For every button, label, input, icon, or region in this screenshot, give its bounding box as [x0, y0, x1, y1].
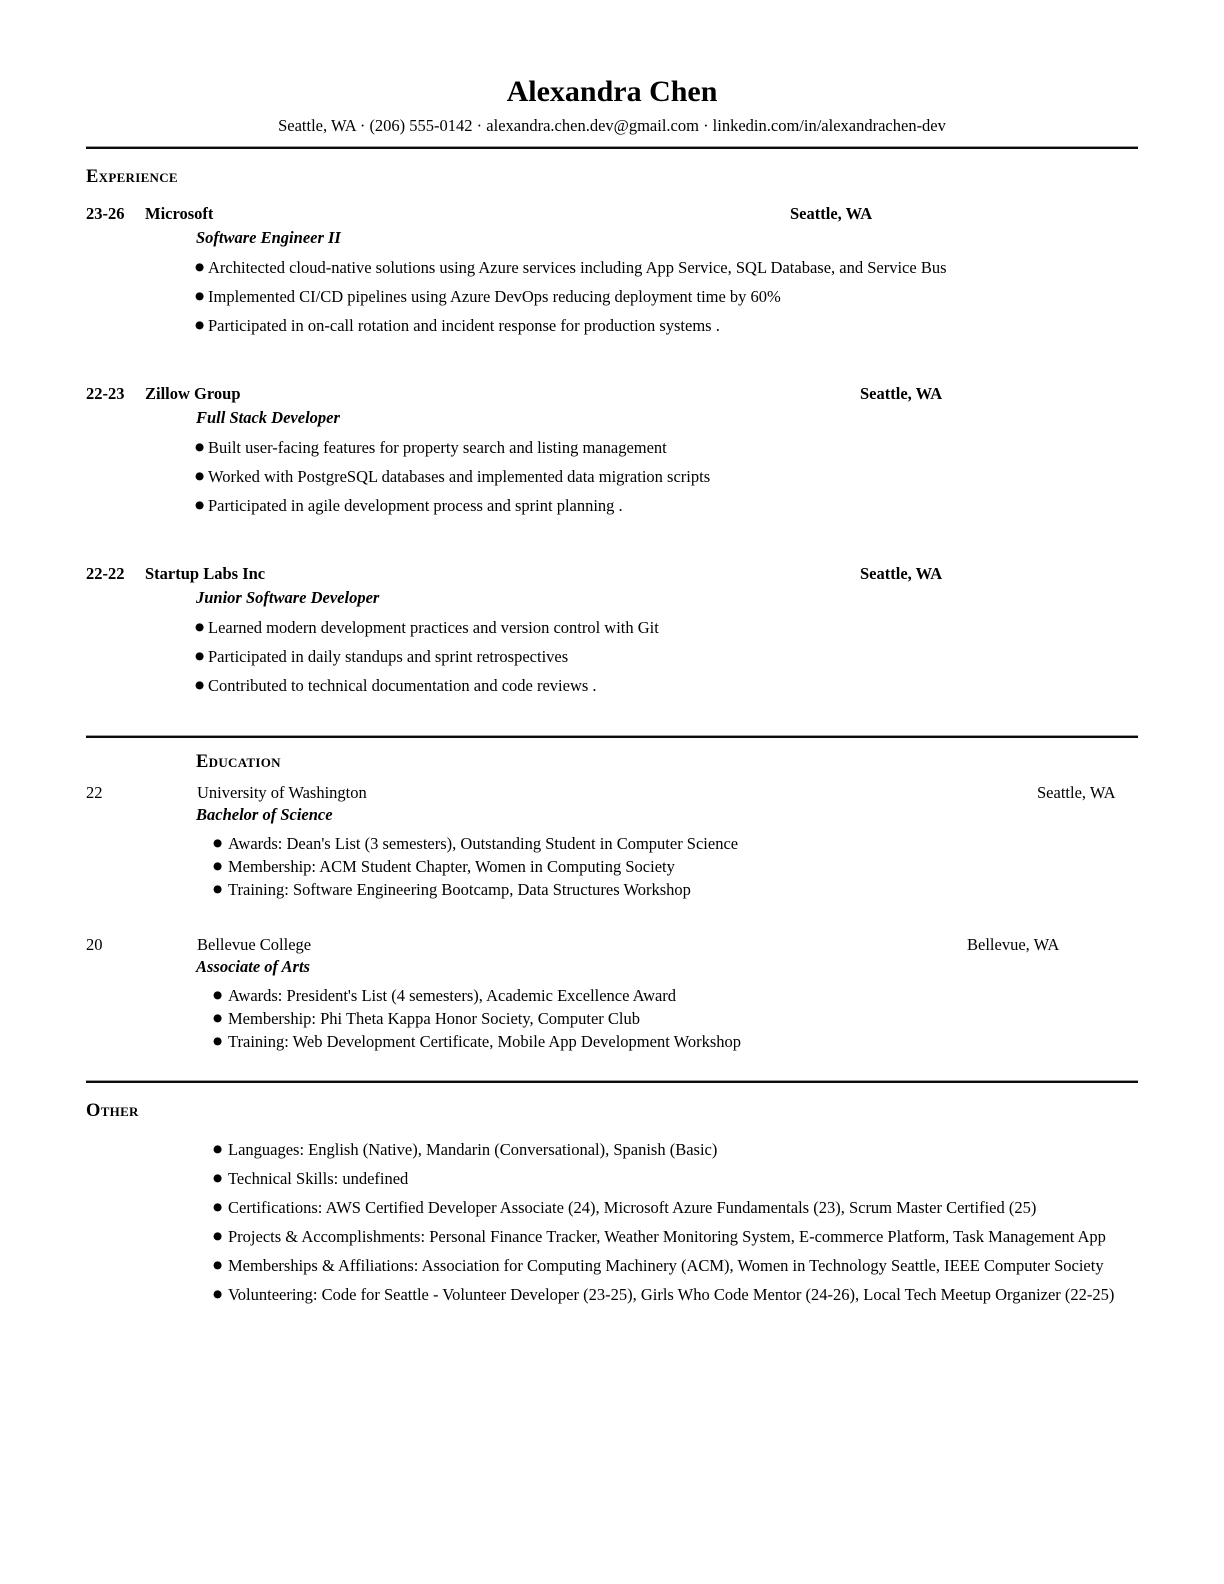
experience-entry-startup-labs	[86, 563, 1138, 700]
bullet-item: ● Volunteering: Code for Seattle - Volunteer Developer (23-25), Girls Who Code Mentor (24-26), Local Tech Meetup Organizer (22-25)	[86, 1281, 1138, 1308]
entry-head	[86, 383, 1138, 405]
entry-job-title: Software Engineer II	[196, 228, 341, 247]
education-divider	[86, 735, 1138, 738]
bullet-item: ● Memberships & Affiliations: Association for Computing Machinery (ACM), Women in Technology Seattle, IEEE Computer Society	[86, 1252, 1138, 1279]
entry-job-title: Junior Software Developer	[196, 588, 380, 607]
bullet-item: ● Certifications: AWS Certified Developer Associate (24), Microsoft Azure Fundamentals (23), Scrum Master Certified (25)	[86, 1194, 1138, 1221]
bullet-item: ● Membership: ACM Student Chapter, Women in Computing Society	[86, 855, 1138, 878]
experience-heading: Experience	[86, 167, 178, 187]
bullet-item: ● Training: Software Engineering Bootcamp, Data Structures Workshop	[86, 878, 1138, 901]
other-divider	[86, 1080, 1138, 1083]
education-entry-bellevue	[86, 934, 1138, 1053]
entry-job-title: Full Stack Developer	[196, 408, 340, 427]
entry-company: Zillow Group	[145, 384, 241, 403]
entry-head	[86, 934, 1138, 956]
bullet-item: ● Technical Skills: undefined	[86, 1165, 1138, 1192]
education-entry-uw	[86, 782, 1138, 901]
header-divider	[86, 146, 1138, 149]
bullet-item: ● Worked with PostgreSQL databases and implemented data migration scripts	[86, 462, 1138, 491]
entry-location: Seattle, WA	[1037, 783, 1116, 802]
bullet-item: ● Participated in on-call rotation and incident response for production systems .	[86, 311, 1138, 340]
bullet-item: ● Learned modern development practices and version control with Git	[86, 613, 1138, 642]
entry-location: Seattle, WA	[790, 204, 873, 223]
entry-bullet-list	[86, 613, 1138, 700]
bullet-item: ● Training: Web Development Certificate, Mobile App Development Workshop	[86, 1030, 1138, 1053]
entry-head	[86, 782, 1138, 804]
bullet-item: ● Contributed to technical documentation and code reviews .	[86, 671, 1138, 700]
entry-dates: 23-26	[86, 204, 125, 223]
entry-head	[86, 203, 1138, 225]
entry-location: Seattle, WA	[860, 564, 943, 583]
entry-school: Bellevue College	[197, 935, 312, 954]
person-name: Alexandra Chen	[506, 75, 718, 108]
bullet-item: ● Languages: English (Native), Mandarin (Conversational), Spanish (Basic)	[86, 1136, 1138, 1163]
entry-school: University of Washington	[197, 783, 367, 802]
other-section	[86, 1100, 1138, 1308]
bullet-item: ● Awards: President's List (4 semesters), Academic Excellence Award	[86, 984, 1138, 1007]
entry-degree: Bachelor of Science	[196, 805, 333, 824]
entry-head	[86, 563, 1138, 585]
entry-degree: Associate of Arts	[196, 957, 310, 976]
entry-dates: 22-23	[86, 384, 125, 403]
bullet-item: ● Architected cloud-native solutions using Azure services including App Service, SQL Database, and Service Bus	[86, 253, 1138, 282]
experience-entry-zillow	[86, 383, 1138, 520]
bullet-item: ● Membership: Phi Theta Kappa Honor Society, Computer Club	[86, 1007, 1138, 1030]
bullet-item: ● Participated in daily standups and sprint retrospectives	[86, 642, 1138, 671]
bullet-item: ● Implemented CI/CD pipelines using Azure DevOps reducing deployment time by 60%	[86, 282, 1138, 311]
bullet-item: ● Participated in agile development process and sprint planning .	[86, 491, 1138, 520]
entry-dates: 20	[86, 935, 103, 954]
entry-company: Microsoft	[145, 204, 214, 223]
contact-line: Seattle, WA · (206) 555-0142 · alexandra.chen.dev@gmail.com · linkedin.com/in/alexandrachen-dev	[278, 116, 946, 135]
entry-bullet-list	[86, 253, 1138, 340]
entry-bullet-list	[86, 984, 1138, 1053]
entry-bullet-list	[86, 832, 1138, 901]
experience-entry-microsoft	[86, 203, 1138, 340]
experience-section	[86, 166, 1138, 700]
entry-bullet-list	[86, 433, 1138, 520]
bullet-item: ● Projects & Accomplishments: Personal Finance Tracker, Weather Monitoring System, E-commerce Platform, Task Management App	[86, 1223, 1138, 1250]
entry-dates: 22-22	[86, 564, 125, 583]
education-section	[86, 751, 1138, 1053]
education-heading: Education	[196, 752, 281, 772]
entry-location: Bellevue, WA	[967, 935, 1060, 954]
entry-company: Startup Labs Inc	[145, 564, 266, 583]
bullet-item: ● Built user-facing features for property search and listing management	[86, 433, 1138, 462]
entry-location: Seattle, WA	[860, 384, 943, 403]
bullet-item: ● Awards: Dean's List (3 semesters), Outstanding Student in Computer Science	[86, 832, 1138, 855]
other-bullet-list	[86, 1136, 1138, 1308]
entry-dates: 22	[86, 783, 103, 802]
other-heading: Other	[86, 1101, 139, 1121]
